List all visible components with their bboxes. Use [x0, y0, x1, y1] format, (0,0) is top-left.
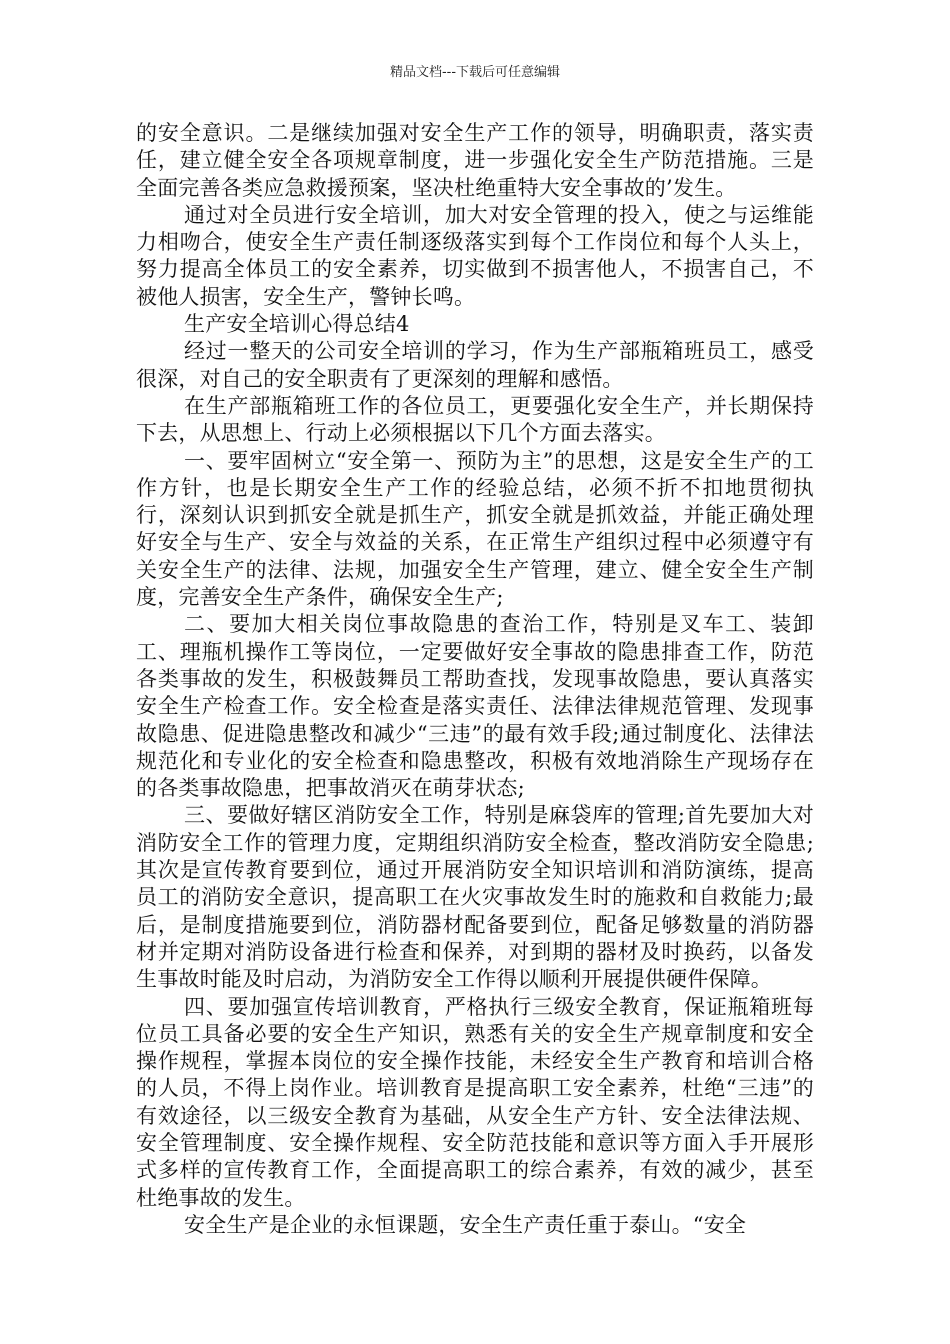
- page-header: 精品文档---下载后可任意编辑: [389, 65, 561, 80]
- paragraph: 安全生产是企业的永恒课题，安全生产责任重于泰山。“安全: [184, 1212, 747, 1237]
- paragraph: 三、要做好辖区消防安全工作，特别是麻袋库的管理;首先要加大对消防安全工作的管理力度，定期组织消防安全检查，整改消防安全隐患;其次是宣传教育要到位，通过开展消防安全知识培训和消防演练，提高员工的消防安全意识，提高职工在火灾事故发生时的施救和自救能力;最后，是制度措施要到位，消防器材配备要到位，配备足够数量的消防器材并定期对消防设备进行检查和保养，对到期的器材及时换药，以备发生事故时能及时启动，为消防安全工作得以顺利开展提供硬件保障。: [136, 803, 814, 992]
- paragraph: 通过对全员进行安全培训，加大对安全管理的投入，使之与运维能力相吻合，使安全生产责任制逐级落实到每个工作岗位和每个人头上，努力提高全体员工的安全素养，切实做到不损害他人，不损害自己，不被他人损害，安全生产，警钟长鸣。: [136, 202, 814, 309]
- paragraph: 在生产部瓶箱班工作的各位员工，更要强化安全生产，并长期保持下去，从思想上、行动上必须根据以下几个方面去落实。: [136, 393, 814, 446]
- section-heading: 生产安全培训心得总结4: [184, 312, 410, 337]
- document-body: [136, 120, 814, 1239]
- paragraph: 的安全意识。二是继续加强对安全生产工作的领导，明确职责，落实责任，建立健全安全各项规章制度，进一步强化安全生产防范措施。三是全面完善各类应急救援预案，坚决杜绝重特大安全事故的’发生。: [136, 121, 814, 200]
- paragraph: 四、要加强宣传培训教育，严格执行三级安全教育，保证瓶箱班每位员工具备必要的安全生产知识，熟悉有关的安全生产规章制度和安全操作规程，掌握本岗位的安全操作技能，未经安全生产教育和培训合格的人员，不得上岗作业。培训教育是提高职工安全素养，杜绝“三违”的有效途径，以三级安全教育为基础，从安全生产方针、安全法律法规、安全管理制度、安全操作规程、安全防范技能和意识等方面入手开展形式多样的宣传教育工作，全面提高职工的综合素养，有效的减少，甚至杜绝事故的发生。: [136, 994, 814, 1210]
- paragraph: 经过一整天的公司安全培训的学习，作为生产部瓶箱班员工，感受很深，对自己的安全职责有了更深刻的理解和感悟。: [136, 339, 814, 391]
- paragraph: 一、要牢固树立“安全第一、预防为主”的思想，这是安全生产的工作方针，也是长期安全生产工作的经验总结，必须不折不扣地贯彻执行，深刻认识到抓安全就是抓生产，抓安全就是抓效益，并能正确处理好安全与生产、安全与效益的关系，在正常生产组织过程中必须遵守有关安全生产的法律、法规，加强安全生产管理，建立、健全安全生产制度，完善安全生产条件，确保安全生产;: [136, 448, 814, 610]
- paragraph: 二、要加大相关岗位事故隐患的查治工作，特别是叉车工、装卸工、理瓶机操作工等岗位，一定要做好安全事故的隐患排查工作，防范各类事故的发生，积极鼓舞员工帮助查找，发现事故隐患，要认真落实安全生产检查工作。安全检查是落实责任、法律法律规范管理、发现事故隐患、促进隐患整改和减少“三违”的最有效手段;通过制度化、法律法规范化和专业化的安全检查和隐患整改，积极有效地消除生产现场存在的各类事故隐患，把事故消灭在萌芽状态;: [136, 612, 814, 801]
